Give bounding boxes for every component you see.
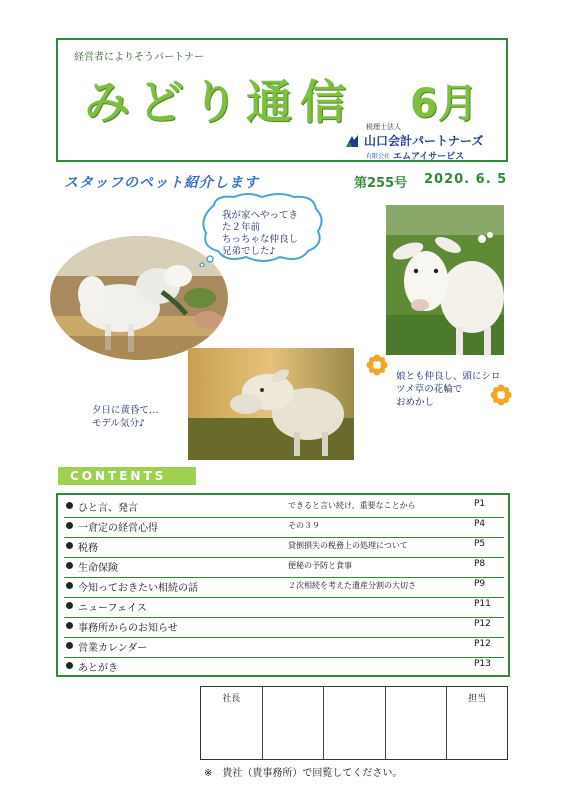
caption-flower-crown: 娘とも仲良し、頭にシロ ツメ草の花輪で おめかし [396, 371, 501, 408]
contents-title: 今知っておきたい相続の話 [78, 583, 198, 594]
firm-sub-name: エムアイサービス [393, 152, 465, 162]
contents-description: 貸倒損失の税務上の処理について [288, 541, 408, 550]
table-row [62, 578, 506, 598]
bubble-text: 我が家へやってき た２年前 ちっちゃな仲良し 兄弟でした♪ [222, 210, 299, 257]
approval-cell [386, 687, 448, 759]
goat-sunset-photo [188, 348, 354, 460]
contents-title: 事務所からのお知らせ [78, 623, 178, 634]
circulation-note: ※ 貴社（貴事務所）で回覧してください。 [204, 768, 403, 779]
contents-title: ひと言、発言 [78, 503, 138, 514]
newsletter-title: みどり通信 [84, 75, 354, 129]
contents-title: 一倉定の経営心得 [78, 523, 158, 534]
contents-title: 営業カレンダー [78, 643, 148, 654]
bullet-icon [66, 562, 73, 569]
table-row [62, 618, 506, 638]
firm-type-label: 税理士法人 [366, 123, 401, 131]
approval-table [200, 686, 508, 760]
firm-logo-icon [344, 133, 360, 149]
speech-bubble [196, 193, 326, 267]
issue-number: 第255号 [354, 176, 408, 191]
contents-page: P5 [474, 539, 486, 549]
flower-icon [490, 384, 512, 406]
contents-page: P12 [474, 639, 491, 649]
table-row [62, 558, 506, 578]
contents-page: P4 [474, 519, 486, 529]
firm-sub-type-label: 有限会社 [366, 153, 391, 160]
table-row [62, 638, 506, 658]
president-label: 社長 [222, 694, 241, 704]
contents-page: P13 [474, 659, 491, 669]
contents-page: P12 [474, 619, 491, 629]
bullet-icon [66, 582, 73, 589]
contents-page: P1 [474, 499, 486, 509]
bullet-icon [66, 502, 73, 509]
approval-cell-in-charge [447, 687, 507, 759]
bullet-icon [66, 662, 73, 669]
firm-name: 山口会計パートナーズ [364, 134, 484, 148]
goat-closeup-photo [386, 205, 504, 355]
contents-title: 生命保険 [78, 563, 118, 574]
contents-box [56, 493, 510, 677]
bullet-icon [66, 622, 73, 629]
caption-sunset: 夕日に黄昏て… モデル気分♪ [92, 405, 159, 429]
table-row [62, 598, 506, 618]
contents-page: P11 [474, 599, 491, 609]
contents-description: 便秘の予防と食事 [288, 561, 352, 570]
bullet-icon [66, 642, 73, 649]
table-row [62, 658, 506, 678]
bullet-icon [66, 602, 73, 609]
bullet-icon [66, 542, 73, 549]
approval-cell [324, 687, 386, 759]
contents-label: CONTENTS [58, 467, 196, 485]
table-row [62, 498, 506, 518]
contents-description: その３９ [288, 521, 320, 530]
table-row [62, 538, 506, 558]
flower-icon [366, 354, 388, 376]
contents-description: できると言い続け、重要なことから [288, 501, 416, 510]
table-row [62, 518, 506, 538]
approval-cell [263, 687, 325, 759]
section-title: スタッフのペット紹介します [64, 175, 259, 191]
issue-month: 6月 [410, 81, 478, 127]
bullet-icon [66, 522, 73, 529]
contents-description: ２次相続を考えた遺産分割の大切さ [288, 581, 416, 590]
contents-title: ニューフェイス [78, 603, 147, 614]
firm-block [344, 122, 494, 162]
issue-date: 2020. 6. 5 [424, 172, 508, 187]
contents-title: 税務 [78, 543, 98, 554]
contents-title: あとがき [78, 663, 118, 674]
in-charge-label: 担当 [468, 694, 487, 704]
contents-page: P9 [474, 579, 486, 589]
approval-cell-president [201, 687, 263, 759]
tagline: 経営者によりそうパートナー [74, 52, 204, 63]
contents-page: P8 [474, 559, 486, 569]
header-box [56, 38, 508, 162]
